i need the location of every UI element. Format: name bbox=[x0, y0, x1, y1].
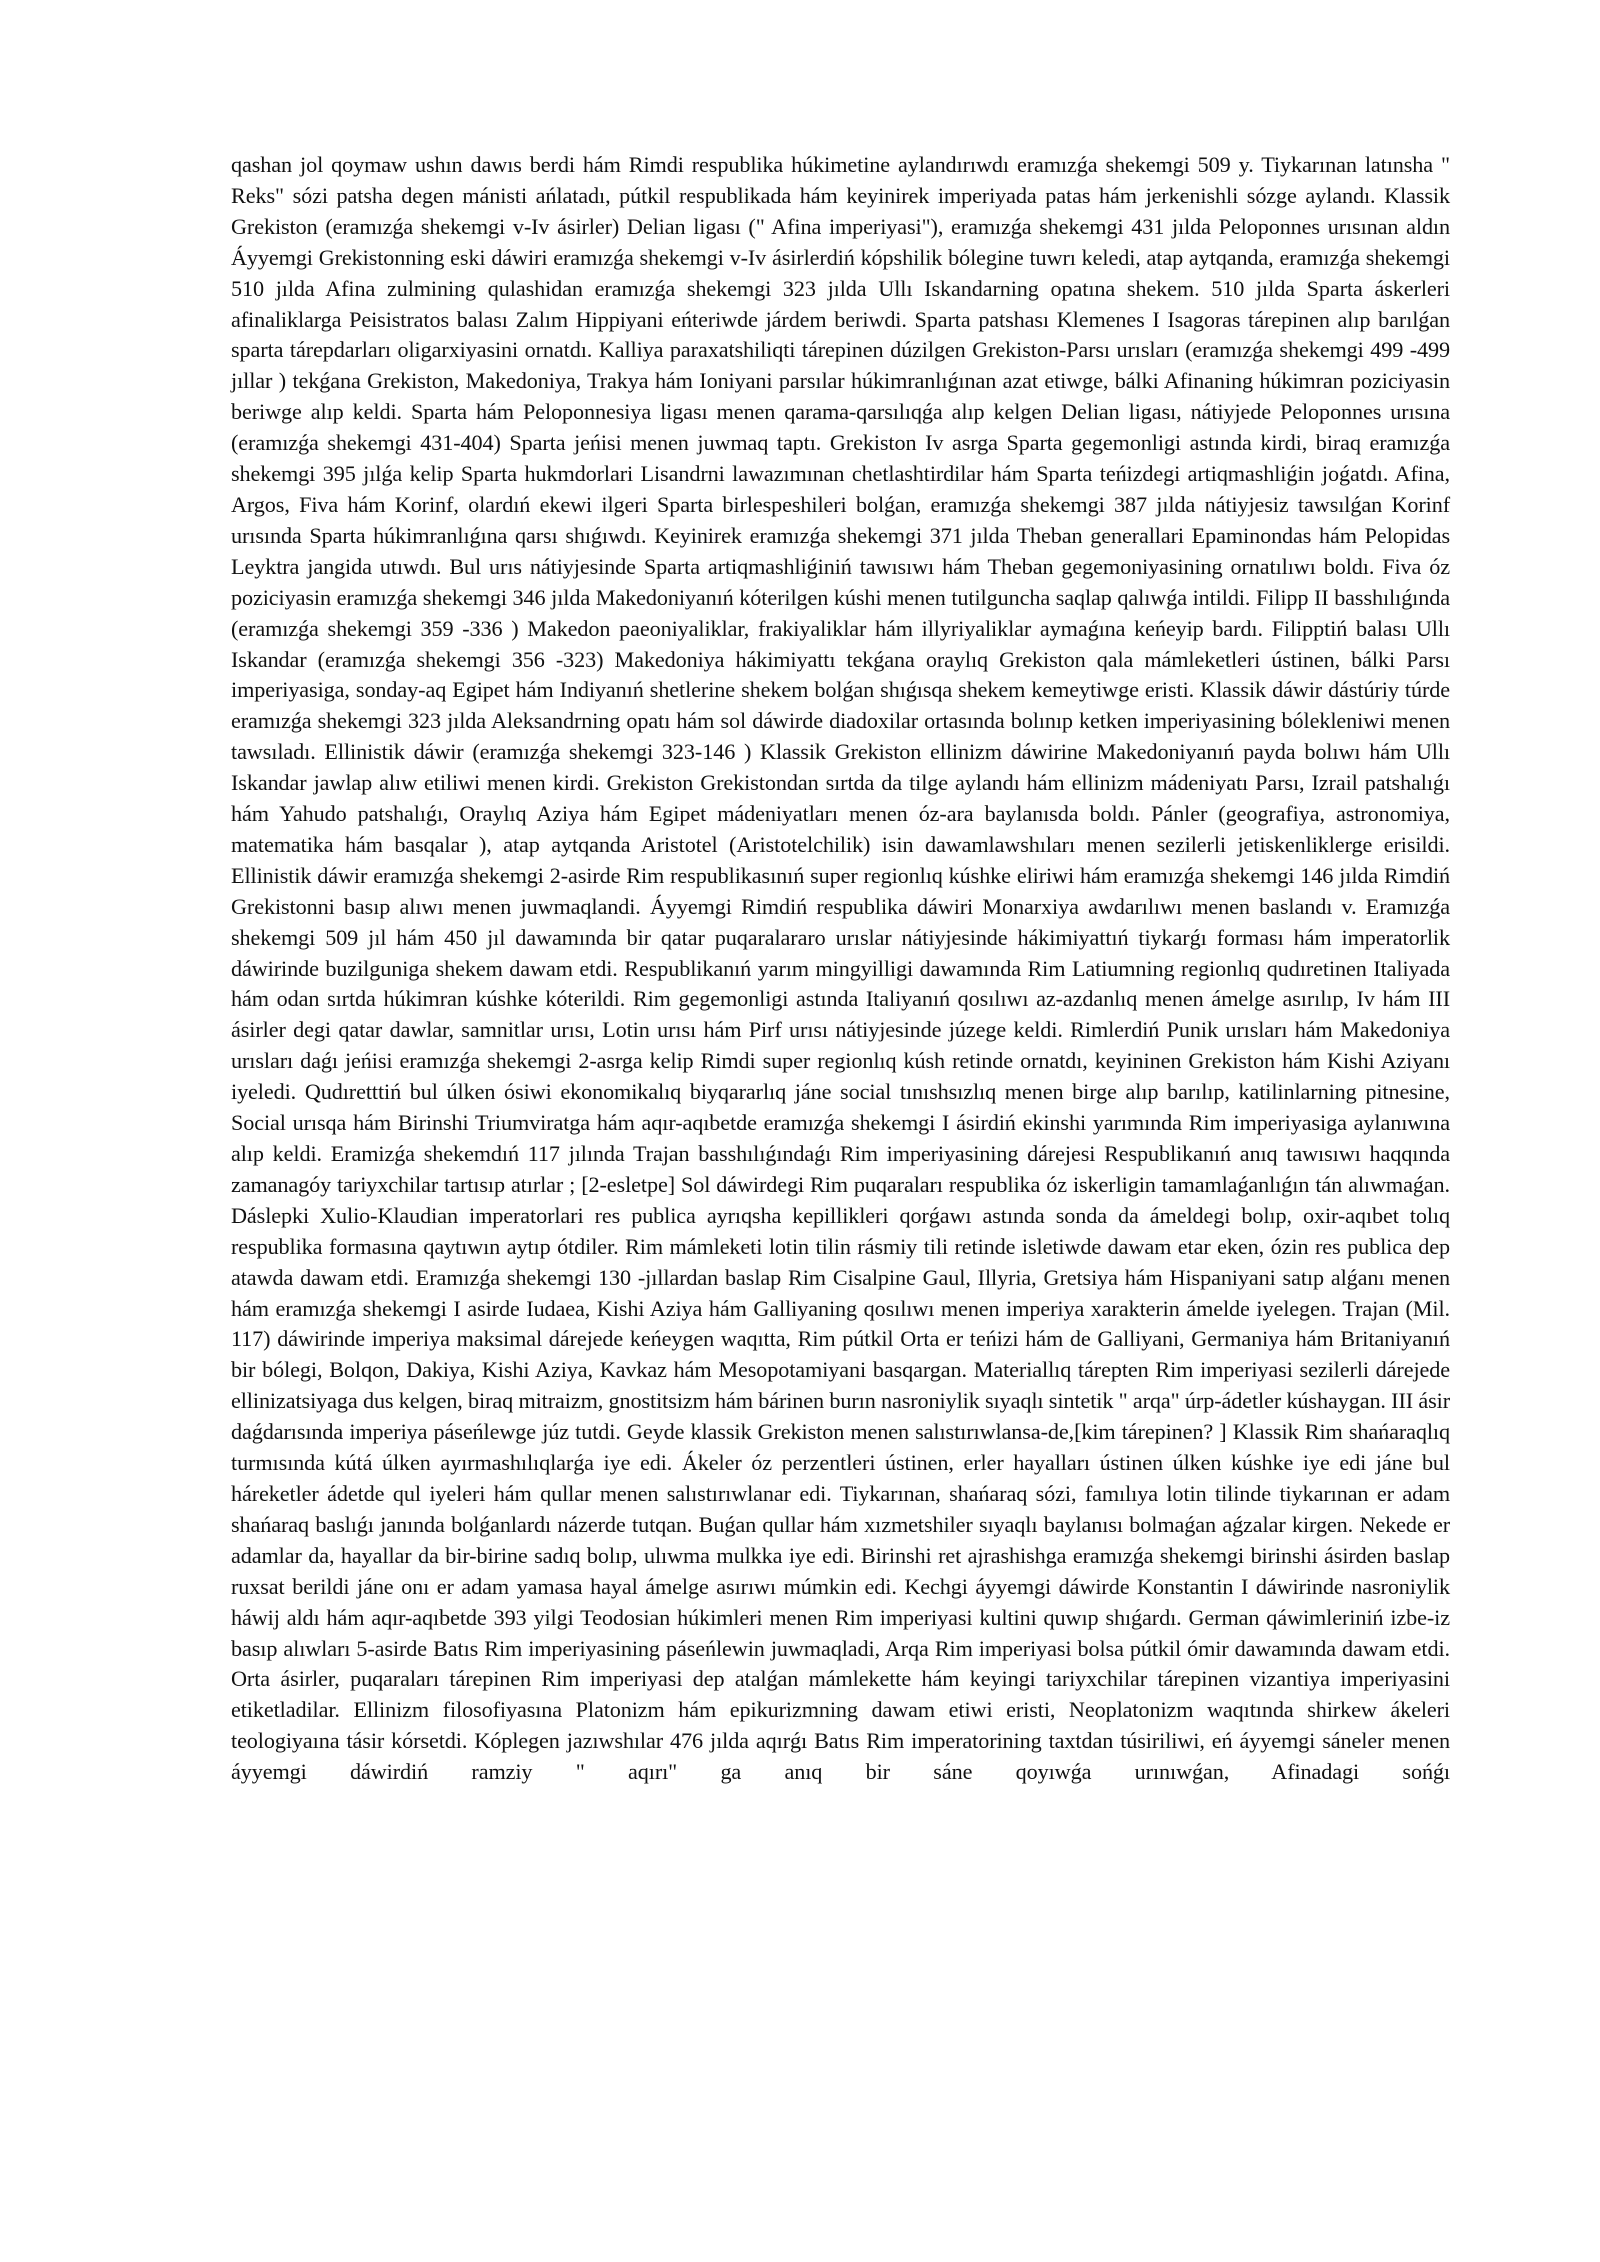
body-paragraph: qashan jol qoymaw ushın dawıs berdi hám Rimdi respublika húkimetine aylandırıwdı eramızǵa shekemgi 509 y. Tiykarınan latınsha " Reks" sózi patsha degen mánisti ańlatadı, pútkil respublikada hám keyinirek imperiyada patas hám jerkenishli sózge aylandı. Klassik Grekiston (eramızǵa shekemgi v-Iv ásirler) Delian ligası (" Afina imperiyasi"), eramızǵa shekemgi 431 jılda Peloponnes urısınan aldın Áyyemgi Grekistonning eski dáwiri eramızǵa shekemgi v-Iv ásirlerdiń kópshilik bólegine tuwrı keledi, atap aytqanda, eramızǵa shekemgi 510 jılda Afina zulmining qulashidan eramızǵa shekemgi 323 jılda Ullı Iskandarning opatına shekem. 510 jılda Sparta áskerleri afinaliklarga Peisistratos balası Zalım Hippiyani eńteriwde járdem beriwdi. Sparta patshası Klemenes I Isagoras tárepinen alıp barılǵan sparta tárepdarları oligarxiyasini ornatdı. Kalliya paraxatshiliqti tárepinen dúzilgen Grekiston-Parsı urısları (eramızǵa shekemgi 499 -499 jıllar ) tekǵana Grekiston, Makedoniya, Trakya hám Ioniyani parsılar húkimranlıǵınan azat etiwge, bálki Afinaning húkimran poziciyasin beriwge alıp keldi. Sparta hám Peloponnesiya ligası menen qarama-qarsılıqǵa alıp kelgen Delian ligası, nátiyjede Peloponnes urısına (eramızǵa shekemgi 431-404) Sparta jeńisi menen juwmaq taptı. Grekiston Iv asrga Sparta gegemonligi astında kirdi, biraq eramızǵa shekemgi 395 jılǵa kelip Sparta hukmdorlari Lisandrni lawazımınan chetlashtirdilar hám Sparta teńizdegi artiqmashliǵin joǵatdı. Afina, Argos, Fiva hám Korinf, olardıń ekewi ilgeri Sparta birlespeshileri bolǵan, eramızǵa shekemgi 387 jılda nátiyjesiz tawsılǵan Korinf urısında Sparta húkimranlıǵına qarsı shıǵıwdı. Keyinirek eramızǵa shekemgi 371 jılda Theban generallari Epaminondas hám Pelopidas Leyktra jangida utıwdı. Bul urıs nátiyjesinde Sparta artiqmashliǵiniń tawısıwı hám Theban gegemoniyasining ornatılıwı boldı. Fiva óz poziciyasin eramızǵa shekemgi 346 jılda Makedoniyanıń kóterilgen kúshi menen tutilguncha saqlap qalıwǵa intildi. Filipp II basshılıǵında (eramızǵa shekemgi 359 -336 ) Makedon paeoniyaliklar, frakiyaliklar hám illyriyaliklar aymaǵına keńeyip bardı. Filipptiń balası Ullı Iskandar (eramızǵa shekemgi 356 -323) Makedoniya hákimiyattı tekǵana oraylıq Grekiston qala mámleketleri ústinen, bálki Parsı imperiyasiga, sonday-aq Egipet hám Indiyanıń shetlerine shekem bolǵan shıǵısqa shekem kemeytiwge eristi. Klassik dáwir dástúriy túrde eramızǵa shekemgi 323 jılda Aleksandrning opatı hám sol dáwirde diadoxilar ortasında bolınıp ketken imperiyasining bólekleniwi menen tawsıladı. Ellinistik dáwir (eramızǵa shekemgi 323-146 ) Klassik Grekiston ellinizm dáwirine Makedoniyanıń payda bolıwı hám Ullı Iskandar jawlap alıw etiliwi menen kirdi. Grekiston Grekistondan sırtda da tilge aylandı hám ellinizm mádeniyatı Parsı, Izrail patshalıǵı hám Yahudo patshalıǵı, Oraylıq Aziya hám Egipet mádeniyatları menen óz-ara baylanısda boldı. Pánler (geografiya, astronomiya, matematika hám basqalar ), atap aytqanda Aristotel (Aristotelchilik) isin dawamlawshıları menen sezilerli jetiskenliklerge erisildi. Ellinistik dáwir eramızǵa shekemgi 2-asirde Rim respublikasınıń super regionlıq kúshke eliriwi hám eramızǵa shekemgi 146 jılda Rimdiń Grekistonni basıp alıwı menen juwmaqlandi. Áyyemgi Rimdiń respublika dáwiri Monarxiya awdarılıwı menen baslandı v. Eramızǵa shekemgi 509 jıl hám 450 jıl dawamında bir qatar puqaralararo urıslar nátiyjesinde hákimiyattıń tiykarǵı forması hám imperatorlik dáwirinde buzilguniga shekem dawam etdi. Respublikanıń yarım mingyilligi dawamında Rim Latiumning regionlıq qudıretinen Italiyada hám odan sırtda húkimran kúshke kóterildi. Rim gegemonligi astında Italiyanıń qosılıwı az-azdanlıq menen ámelge asırılıp, Iv hám III ásirler degi qatar dawlar, samnitlar urısı, Lotin urısı hám Pirf urısı nátiyjesinde júzege keldi. Rimlerdiń Punik urısları hám Makedoniya urısları daǵı jeńisi eramızǵa shekemgi 2-asrga kelip Rimdi super regionlıq kúsh retinde ornatdı, keyininen Grekiston hám Kishi Aziyanı iyeledi. Qudıretttiń bul úlken ósiwi ekonomikalıq biyqararlıq jáne social tınıshsızlıq menen birge alıp barılıp, katilinlarning pitnesine, Social urısqa hám Birinshi Triumviratga hám aqır-aqıbetde eramızǵa shekemgi I ásirdiń ekinshi yarımında Rim imperiyasiga aylanıwına alıp keldi. Eramizǵa shekemdıń 117 jılında Trajan basshılıǵındaǵı Rim imperiyasining dárejesi Respublikanıń anıq tawısıwı haqqında zamanagóy tariyxchilar tartısıp atırlar ; [2-esletpe] Sol dáwirdegi Rim puqaraları respublika óz iskerligin tamamlaǵanlıǵın tán alıwmaǵan. Dáslepki Xulio-Klaudian imperatorlari res publica ayrıqsha kepillikleri qorǵawı astında sonda da ámeldegi bolıp, oxir-aqıbet tolıq respublika formasına qaytıwın aytıp ótdiler. Rim mámleketi lotin tilin rásmiy tili retinde isletiwde dawam etar eken, ózin res publica dep atawda dawam etdi. Eramızǵa shekemgi 130 -jıllardan baslap Rim Cisalpine Gaul, Illyria, Gretsiya hám Hispaniyani satıp alǵanı menen hám eramızǵa shekemgi I asirde Iudaea, Kishi Aziya hám Galliyaning qosılıwı menen imperiya xarakterin ámelde iyelegen. Trajan (Mil. 117) dáwirinde imperiya maksimal dárejede keńeygen waqıtta, Rim pútkil Orta er teńizi hám de Galliyani, Germaniya hám Britaniyanıń bir bólegi, Bolqon, Dakiya, Kishi Aziya, Kavkaz hám Mesopotamiyani basqargan. Materiallıq tárepten Rim imperiyasi sezilerli dárejede ellinizatsiyaga dus kelgen, biraq mitraizm, gnostitsizm hám bárinen burın nasroniylik sıyaqlı sintetik " arqa" úrp-ádetler kúshaygan. III ásir daǵdarısında imperiya páseńlewge júz tutdi. Geyde klassik Grekiston menen salıstırıwlansa-de,[kim tárepinen? ] Klassik Rim shańaraqlıq turmısında kútá úlken ayırmashılıqlarǵa iye edi. Ákeler óz perzentleri ústinen, erler hayalları ústinen úlken kúshke iye edi jáne bul háreketler ádetde qul iyeleri hám qullar menen salıstırıwlanar edi. Tiykarınan, shańaraq sózi, famılıya lotin tilinde tiykarınan er adam shańaraq baslıǵı janında bolǵanlardı názerde tutqan. Buǵan qullar hám xızmetshiler sıyaqlı baylanısı bolmaǵan aǵzalar kirgen. Nekede er adamlar da, hayallar da bir-birine sadıq bolıp, ulıwma mulkka iye edi. Birinshi ret ajrashishga eramızǵa shekemgi birinshi ásirden baslap ruxsat berildi jáne onı er adam yamasa hayal ámelge asırıwı múmkin edi. Kechgi áyyemgi dáwirde Konstantin I dáwirinde nasroniylik háwij aldı hám aqır-aqıbetde 393 yilgi Teodosian húkimleri menen Rim imperiyasi kultini quwıp shıǵardı. German qáwimleriniń izbe-iz basıp alıwları 5-asirde Batıs Rim imperiyasining páseńlewin juwmaqladi, Arqa Rim imperiyasi bolsa pútkil ómir dawamında dawam etdi. Orta ásirler, puqaraları tárepinen Rim imperiyasi dep atalǵan mámlekette hám keyingi tariyxchilar tárepinen vizantiya imperiyasini etiketladilar. Ellinizm filosofiyasına Platonizm hám epikurizmning dawam etiwi eristi, Neoplatonizm waqıtında shirkew ákeleri teologiyaına tásir kórsetdi. Kóplegen jazıwshılar 476 jılda aqırǵı Batıs Rim imperatorining taxtdan túsiriliwi, eń áyyemgi sáneler menen áyyemgi dáwirdiń ramziy " aqırı" ga anıq bir sáne qoyıwǵa urınıwǵan, Afinadagi sońǵı bbox=[231, 152, 1450, 1785]
